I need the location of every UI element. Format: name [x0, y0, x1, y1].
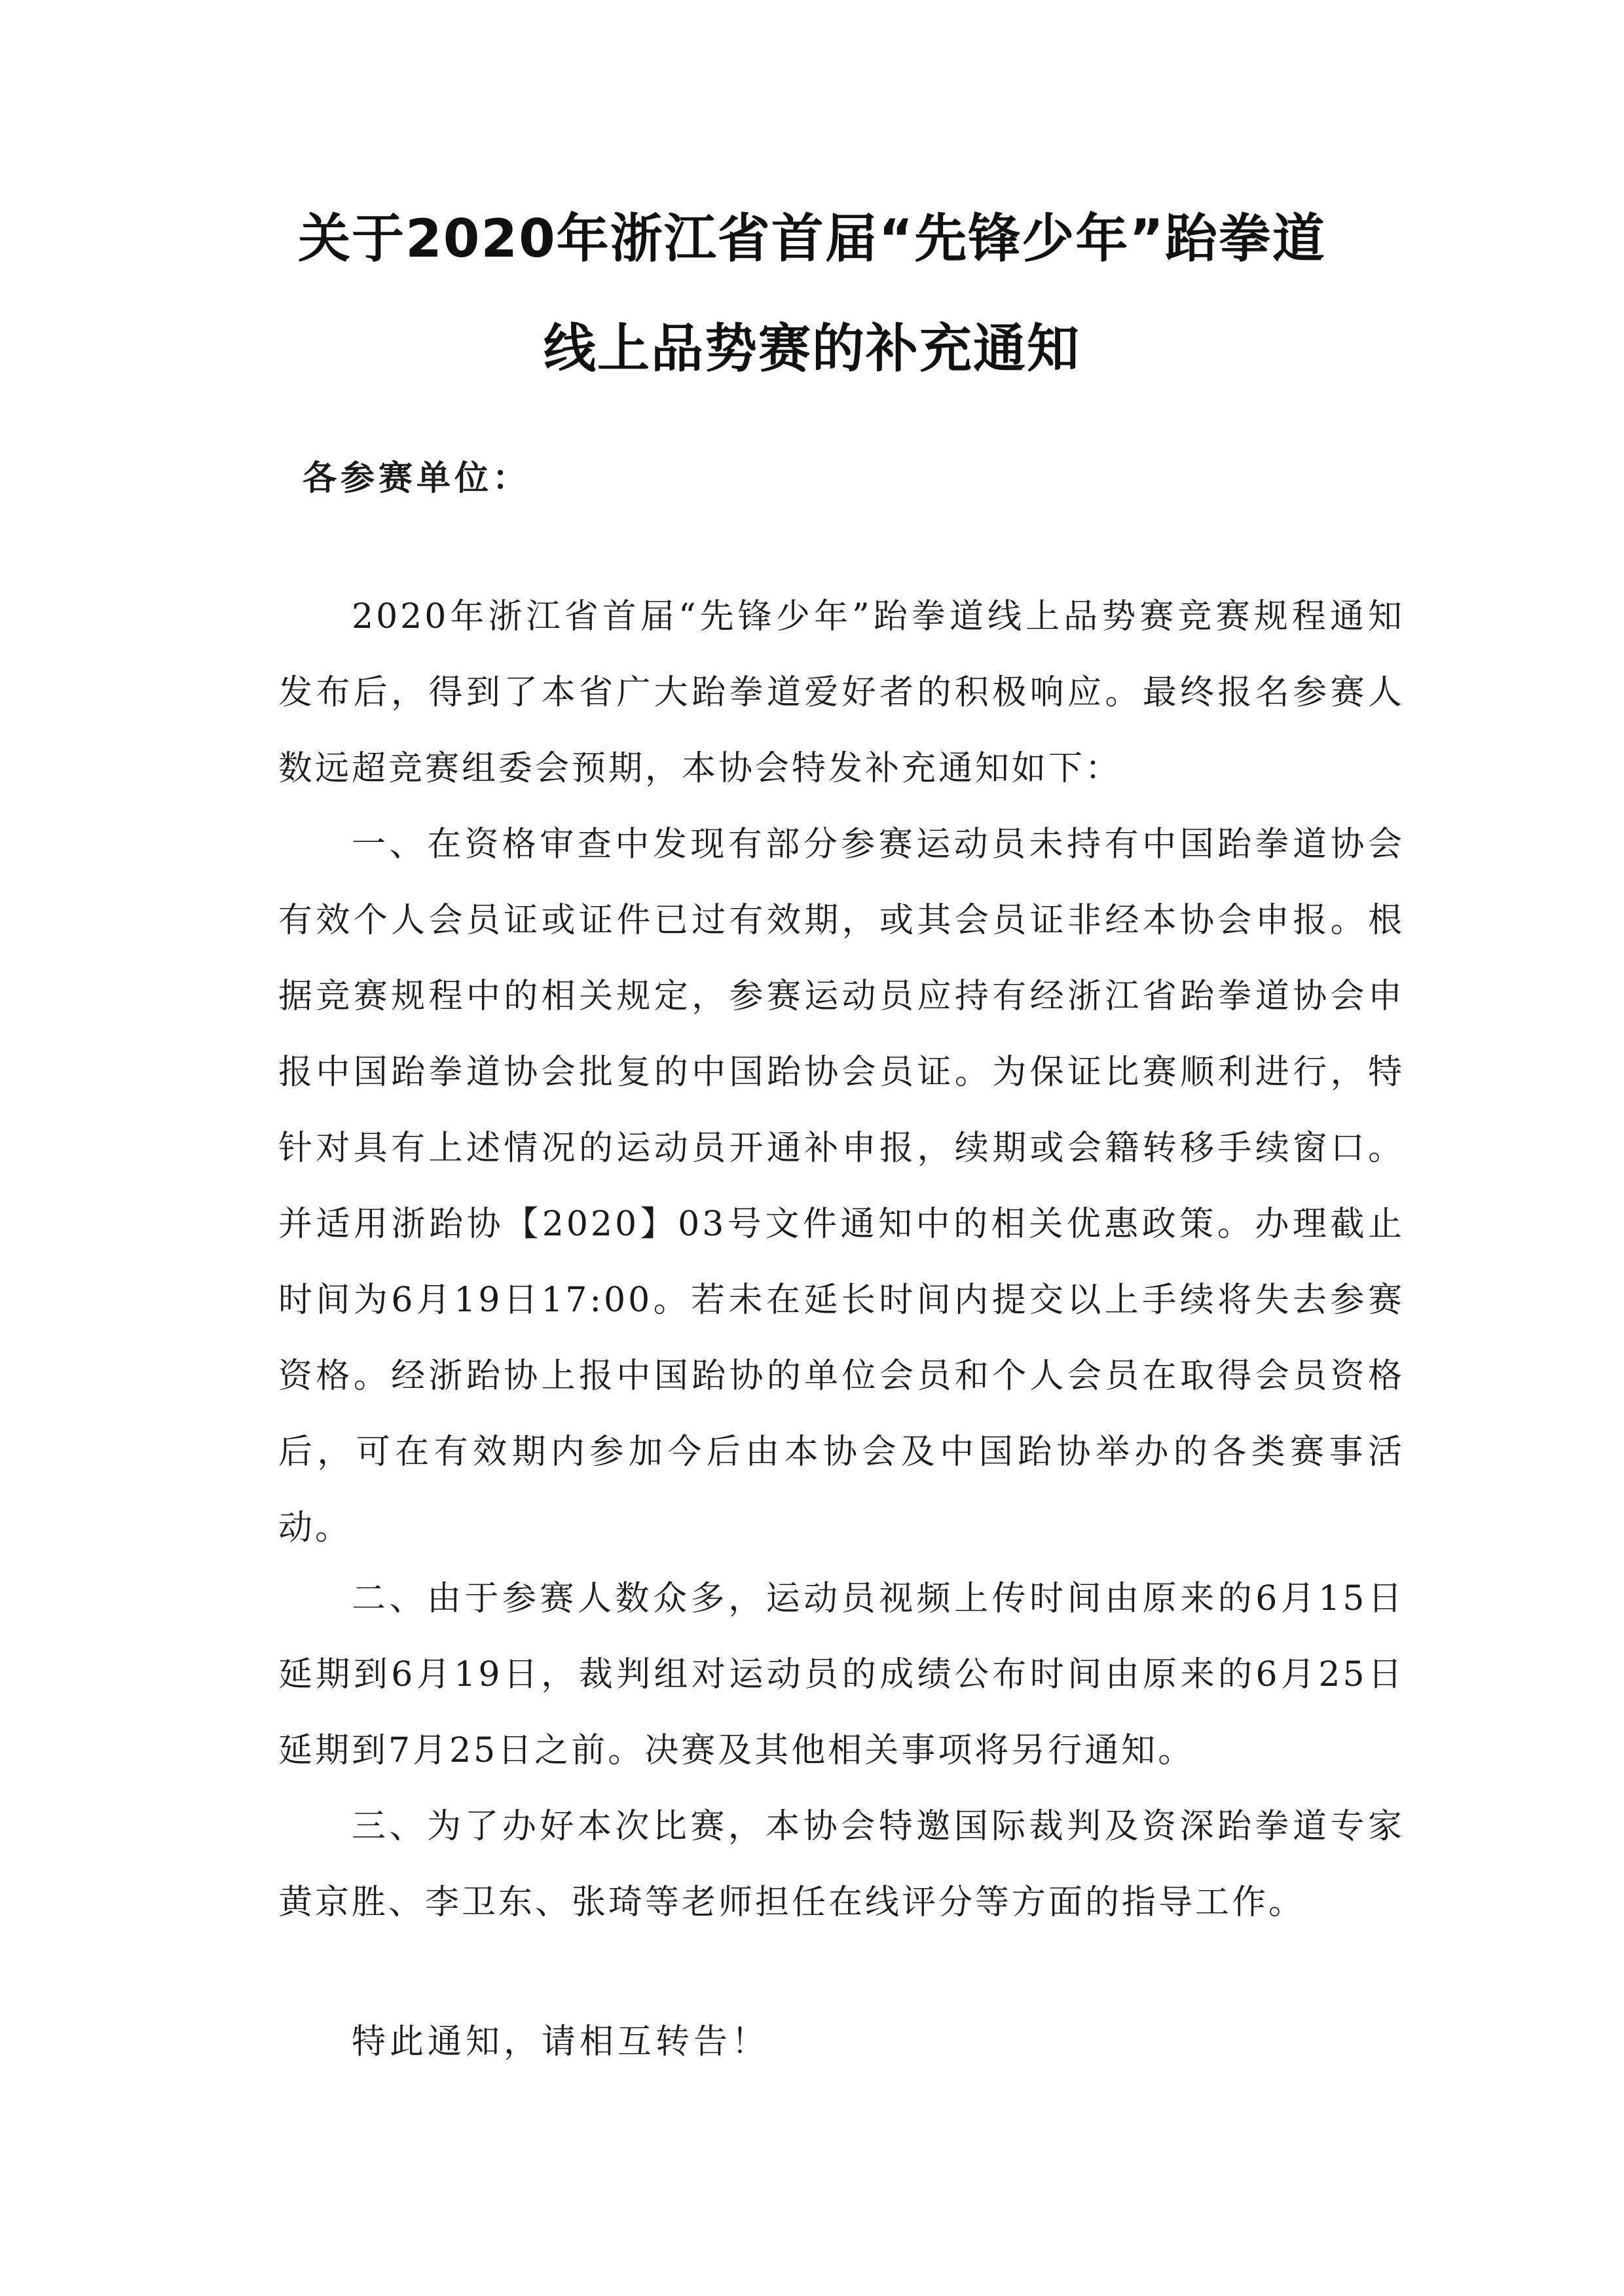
paragraph-item-1: 一、在资格审查中发现有部分参赛运动员未持有中国跆拳道协会有效个人会员证或证件已过有效期，或其会员证非经本协会申报。根据竞赛规程中的相关规定，参赛运动员应持有经浙江省跆拳道协会申报中国跆拳道协会批复的中国跆协会员证。为保证比赛顺利进行，特针对具有上述情况的运动员开通补申报，续期或会籍转移手续窗口。并适用浙跆协【2020】03号文件通知中的相关优惠政策。办理截止时间为6月19日17:00。若未在延长时间内提交以上手续将失去参赛资格。经浙跆协上报中国跆协的单位会员和个人会员在取得会员资格后，可在有效期内参加今后由本协会及中国跆协举办的各类赛事活动。	[278, 825, 1405, 1548]
document-title-line-1: 关于2020年浙江省首届“先锋少年”跆拳道	[298, 208, 1326, 269]
document-title-line-2: 线上品势赛的补充通知	[544, 318, 1080, 379]
paragraph-intro: 2020年浙江省首届“先锋少年”跆拳道线上品势赛竞赛规程通知发布后，得到了本省广大跆拳道爱好者的积极响应。最终报名参赛人数远超竞赛组委会预期，本协会特发补充通知如下：	[278, 597, 1405, 788]
salutation: 各参赛单位：	[303, 459, 531, 498]
paragraph-item-3: 三、为了办好本次比赛，本协会特邀国际裁判及资深跆拳道专家黄京胜、李卫东、张琦等老师担任在线评分等方面的指导工作。	[278, 1807, 1405, 1922]
closing-remark: 特此通知，请相互转告！	[352, 2022, 770, 2062]
paragraph-item-2: 二、由于参赛人数众多，运动员视频上传时间由原来的6月15日延期到6月19日，裁判组对运动员的成绩公布时间由原来的6月25日延期到7月25日之前。决赛及其他相关事项将另行通知。	[278, 1579, 1405, 1770]
